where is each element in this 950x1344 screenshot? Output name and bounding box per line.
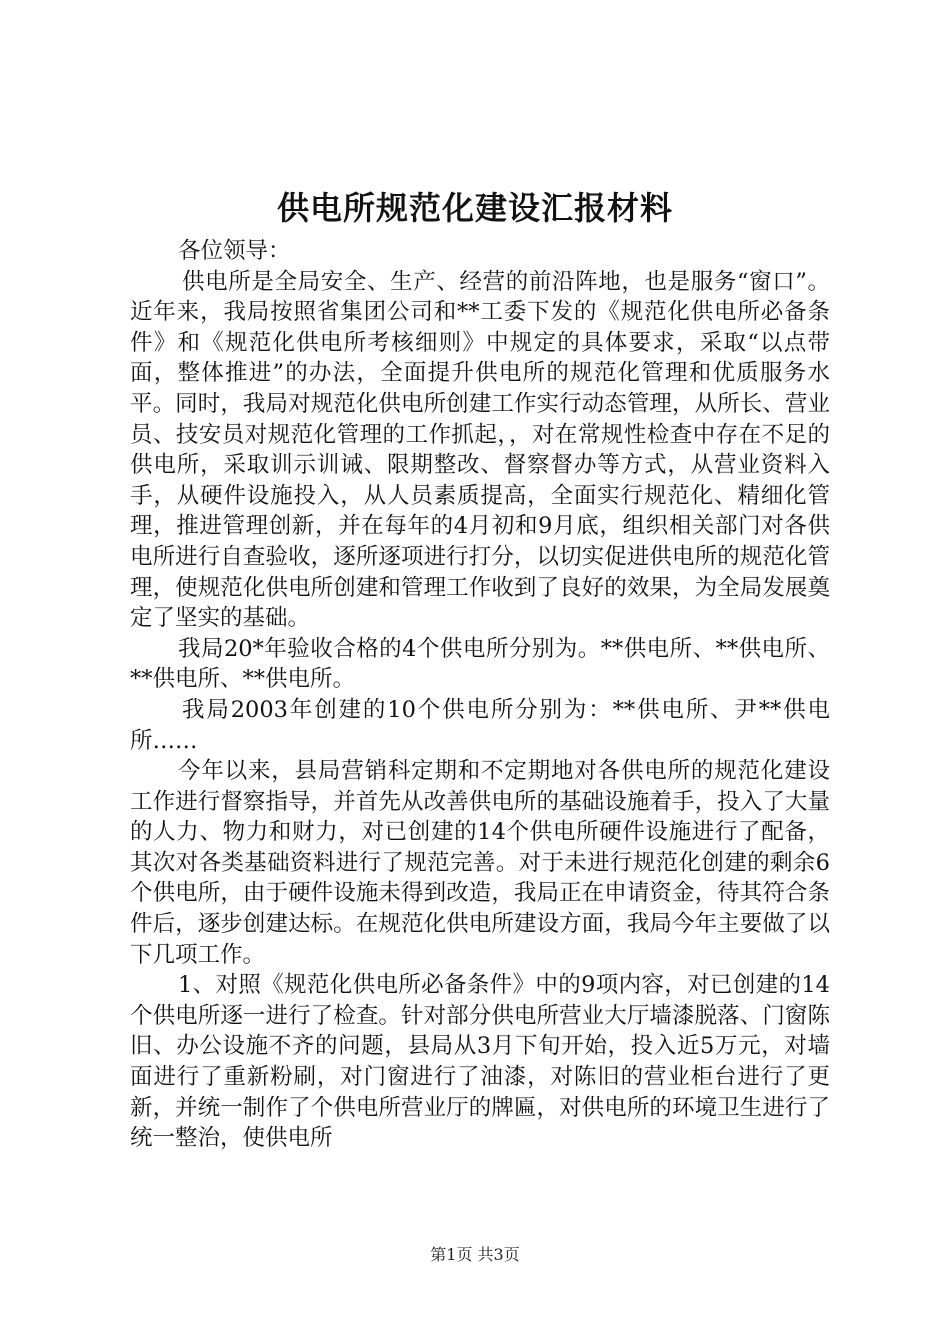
paragraph-accepted-stations: 我局20*年验收合格的4个供电所分别为。**供电所、**供电所、**供电所、**供电所。: [130, 635, 830, 693]
greeting-line: 各位领导：: [178, 238, 291, 264]
document-body: [130, 236, 830, 1154]
page-footer: 第1页 共3页: [430, 1245, 520, 1264]
paragraph-intro: 供电所是全局安全、生产、经营的前沿阵地，也是服务“窗口”。近年来，我局按照省集团公司和**工委下发的《规范化供电所必备条件》和《规范化供电所考核细则》中规定的具体要求，采取“以点带面，整体推进”的办法，全面提升供电所的规范化管理和优质服务水平。同时，我局对规范化供电所创建工作实行动态管理，从所长、营业员、技安员对规范化管理的工作抓起，，对在常规性检查中存在不足的供电所，采取训示训诫、限期整改、督察督办等方式，从营业资料入手，从硬件设施投入，从人员素质提高，全面实行规范化、精细化管理，推进管理创新，并在每年的4月初和9月底，组织相关部门对各供电所进行自查验收，逐所逐项进行打分，以切实促进供电所的规范化管理，使规范化供电所创建和管理工作收到了良好的效果，为全局发展奠定了坚实的基础。: [130, 268, 830, 632]
paragraph-this-year: 今年以来，县局营销科定期和不定期地对各供电所的规范化建设工作进行督察指导，并首先从改善供电所的基础设施着手，投入了大量的人力、物力和财力，对已创建的14个供电所硬件设施进行了配备，其次对各类基础资料进行了规范完善。对于未进行规范化创建的剩余6个供电所，由于硬件设施未得到改造，我局正在申请资金，待其符合条件后，逐步创建达标。在规范化供电所建设方面，我局今年主要做了以下几项工作。: [130, 758, 830, 968]
paragraph-item-1: 1、对照《规范化供电所必备条件》中的9项内容，对已创建的14个供电所逐一进行了检查。针对部分供电所营业大厅墙漆脱落、门窗陈旧、办公设施不齐的问题，县局从3月下旬开始，投入近5万元，对墙面进行了重新粉刷，对门窗进行了油漆，对陈旧的营业柜台进行了更新，并统一制作了个供电所营业厅的牌匾，对供电所的环境卫生进行了统一整治，使供电所: [130, 972, 830, 1152]
paragraph-2003-stations: 我局2003年创建的10个供电所分别为：**供电所、尹**供电所……: [130, 696, 830, 754]
document-title: 供电所规范化建设汇报材料: [276, 189, 673, 227]
